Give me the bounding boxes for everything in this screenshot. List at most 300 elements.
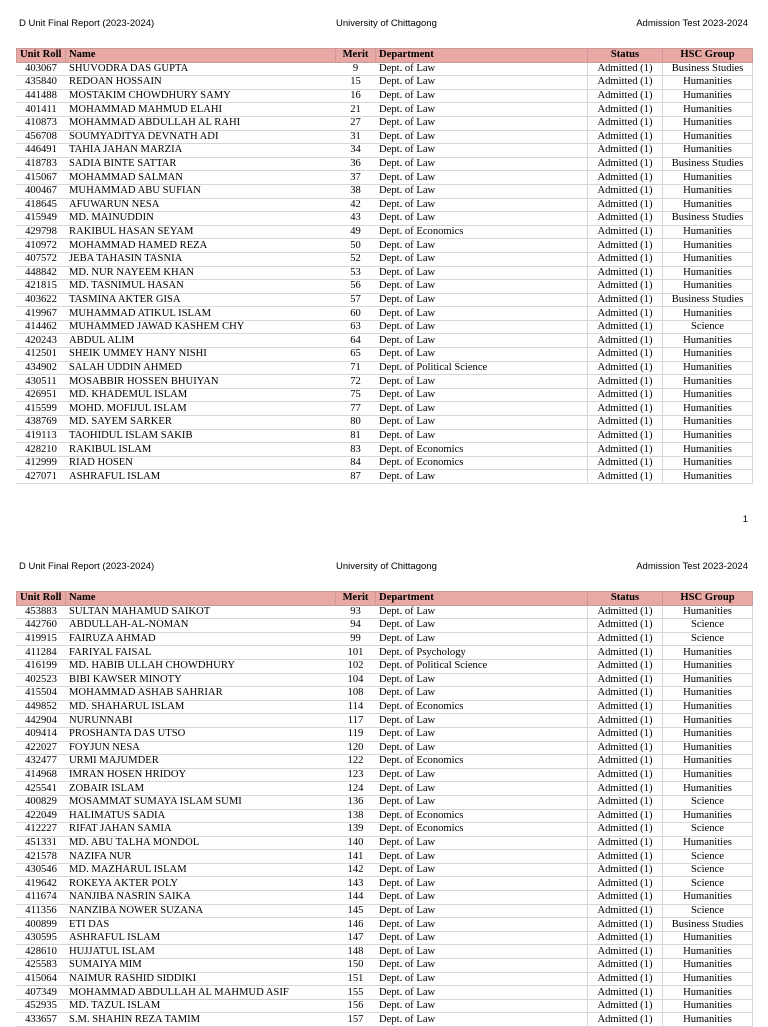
name-cell: ROKEYA AKTER POLY [66, 877, 336, 891]
unit-roll-cell: 442904 [17, 714, 66, 728]
test-title: Admission Test 2023-2024 [636, 561, 748, 572]
unit-roll-cell: 415599 [17, 402, 66, 416]
hsc-group-cell: Business Studies [663, 157, 753, 171]
unit-roll-cell: 403067 [17, 62, 66, 76]
hsc-group-cell: Humanities [663, 103, 753, 117]
unit-roll-cell: 432477 [17, 755, 66, 769]
hsc-group-cell: Humanities [663, 280, 753, 294]
unit-roll-cell: 425583 [17, 959, 66, 973]
status-cell: Admitted (1) [588, 959, 663, 973]
hsc-group-cell: Humanities [663, 836, 753, 850]
name-cell: MOSAMMAT SUMAYA ISLAM SUMI [66, 795, 336, 809]
unit-roll-cell: 419113 [17, 429, 66, 443]
department-cell: Dept. of Law [376, 782, 588, 796]
unit-roll-cell: 430511 [17, 375, 66, 389]
merit-cell: 57 [336, 293, 376, 307]
merit-cell: 140 [336, 836, 376, 850]
name-cell: FARIYAL FAISAL [66, 646, 336, 660]
name-cell: MOHD. MOFIJUL ISLAM [66, 402, 336, 416]
status-cell: Admitted (1) [588, 632, 663, 646]
page1-header [0, 17, 768, 31]
page1-table [16, 48, 753, 484]
hsc-group-cell: Humanities [663, 891, 753, 905]
table-row [17, 904, 753, 918]
hsc-group-cell: Humanities [663, 402, 753, 416]
university-name: University of Chittagong [336, 18, 437, 29]
table-row [17, 443, 753, 457]
department-cell: Dept. of Law [376, 877, 588, 891]
hsc-group-cell: Humanities [663, 714, 753, 728]
status-cell: Admitted (1) [588, 931, 663, 945]
name-cell: S.M. SHAHIN REZA TAMIM [66, 1013, 336, 1027]
hsc-group-cell: Science [663, 320, 753, 334]
name-cell: NANJIBA NASRIN SAIKA [66, 891, 336, 905]
department-cell: Dept. of Law [376, 673, 588, 687]
table-row [17, 103, 753, 117]
merit-cell: 37 [336, 171, 376, 185]
name-cell: MD. MAINUDDIN [66, 212, 336, 226]
hsc-group-cell: Humanities [663, 1013, 753, 1027]
status-cell: Admitted (1) [588, 266, 663, 280]
table-row [17, 850, 753, 864]
page-number: 1 [742, 514, 748, 525]
name-cell: SUMAIYA MIM [66, 959, 336, 973]
hsc-group-cell: Humanities [663, 782, 753, 796]
name-cell: MD. KHADEMUL ISLAM [66, 388, 336, 402]
department-cell: Dept. of Law [376, 307, 588, 321]
department-cell: Dept. of Law [376, 334, 588, 348]
name-cell: MD. TAZUL ISLAM [66, 999, 336, 1013]
hsc-group-cell: Science [663, 904, 753, 918]
status-cell: Admitted (1) [588, 89, 663, 103]
unit-roll-cell: 416199 [17, 659, 66, 673]
hsc-group-cell: Humanities [663, 89, 753, 103]
merit-cell: 38 [336, 184, 376, 198]
status-cell: Admitted (1) [588, 809, 663, 823]
status-cell: Admitted (1) [588, 130, 663, 144]
department-cell: Dept. of Economics [376, 225, 588, 239]
hsc-group-cell: Business Studies [663, 918, 753, 932]
status-cell: Admitted (1) [588, 62, 663, 76]
department-cell: Dept. of Law [376, 999, 588, 1013]
unit-roll-cell: 448842 [17, 266, 66, 280]
table-row [17, 891, 753, 905]
hsc-group-cell: Humanities [663, 198, 753, 212]
hsc-group-cell: Business Studies [663, 212, 753, 226]
hsc-group-cell: Humanities [663, 727, 753, 741]
test-title: Admission Test 2023-2024 [636, 18, 748, 29]
status-cell: Admitted (1) [588, 239, 663, 253]
unit-roll-cell: 415504 [17, 687, 66, 701]
hsc-group-cell: Humanities [663, 687, 753, 701]
department-cell: Dept. of Law [376, 212, 588, 226]
merit-cell: 81 [336, 429, 376, 443]
status-cell: Admitted (1) [588, 836, 663, 850]
unit-roll-cell: 419967 [17, 307, 66, 321]
merit-cell: 16 [336, 89, 376, 103]
department-cell: Dept. of Law [376, 986, 588, 1000]
hsc-group-cell: Humanities [663, 144, 753, 158]
department-cell: Dept. of Law [376, 348, 588, 362]
name-cell: BIBI KAWSER MINOTY [66, 673, 336, 687]
name-cell: TASMINA AKTER GISA [66, 293, 336, 307]
merit-cell: 104 [336, 673, 376, 687]
merit-cell: 49 [336, 225, 376, 239]
hsc-group-cell: Humanities [663, 972, 753, 986]
unit-roll-cell: 426951 [17, 388, 66, 402]
status-cell: Admitted (1) [588, 768, 663, 782]
merit-cell: 139 [336, 823, 376, 837]
table-row [17, 972, 753, 986]
status-cell: Admitted (1) [588, 184, 663, 198]
table-row [17, 1013, 753, 1027]
department-cell: Dept. of Law [376, 891, 588, 905]
col-name: Name [66, 592, 336, 606]
status-cell: Admitted (1) [588, 945, 663, 959]
merit-cell: 122 [336, 755, 376, 769]
merit-cell: 31 [336, 130, 376, 144]
hsc-group-cell: Humanities [663, 755, 753, 769]
table-row [17, 116, 753, 130]
status-cell: Admitted (1) [588, 116, 663, 130]
table-row [17, 388, 753, 402]
table-row [17, 727, 753, 741]
status-cell: Admitted (1) [588, 972, 663, 986]
name-cell: MOHAMMAD SALMAN [66, 171, 336, 185]
hsc-group-cell: Humanities [663, 171, 753, 185]
status-cell: Admitted (1) [588, 443, 663, 457]
table-row [17, 293, 753, 307]
table-row [17, 334, 753, 348]
col-unit-roll: Unit Roll [17, 49, 66, 63]
merit-cell: 108 [336, 687, 376, 701]
name-cell: MOHAMMAD HAMED REZA [66, 239, 336, 253]
unit-roll-cell: 400899 [17, 918, 66, 932]
department-cell: Dept. of Law [376, 252, 588, 266]
table-row [17, 863, 753, 877]
hsc-group-cell: Humanities [663, 470, 753, 484]
table-header-row [17, 49, 753, 63]
table-row [17, 673, 753, 687]
unit-roll-cell: 410972 [17, 239, 66, 253]
name-cell: SADIA BINTE SATTAR [66, 157, 336, 171]
table-row [17, 416, 753, 430]
table-row [17, 130, 753, 144]
hsc-group-cell: Humanities [663, 307, 753, 321]
hsc-group-cell: Humanities [663, 76, 753, 90]
merit-cell: 75 [336, 388, 376, 402]
name-cell: NANZIBA NOWER SUZANA [66, 904, 336, 918]
hsc-group-cell: Humanities [663, 673, 753, 687]
merit-cell: 50 [336, 239, 376, 253]
hsc-group-cell: Science [663, 823, 753, 837]
table-row [17, 659, 753, 673]
table-row [17, 307, 753, 321]
unit-roll-cell: 415949 [17, 212, 66, 226]
table-row [17, 225, 753, 239]
department-cell: Dept. of Law [376, 375, 588, 389]
col-merit: Merit [336, 49, 376, 63]
hsc-group-cell: Humanities [663, 945, 753, 959]
department-cell: Dept. of Law [376, 863, 588, 877]
unit-roll-cell: 428210 [17, 443, 66, 457]
table-row [17, 212, 753, 226]
status-cell: Admitted (1) [588, 388, 663, 402]
table-row [17, 795, 753, 809]
unit-roll-cell: 400829 [17, 795, 66, 809]
hsc-group-cell: Business Studies [663, 62, 753, 76]
unit-roll-cell: 418783 [17, 157, 66, 171]
merit-cell: 42 [336, 198, 376, 212]
table-row [17, 687, 753, 701]
merit-cell: 63 [336, 320, 376, 334]
merit-cell: 102 [336, 659, 376, 673]
unit-roll-cell: 400467 [17, 184, 66, 198]
col-merit: Merit [336, 592, 376, 606]
unit-roll-cell: 422049 [17, 809, 66, 823]
unit-roll-cell: 446491 [17, 144, 66, 158]
status-cell: Admitted (1) [588, 293, 663, 307]
hsc-group-cell: Science [663, 619, 753, 633]
name-cell: MD. HABIB ULLAH CHOWDHURY [66, 659, 336, 673]
status-cell: Admitted (1) [588, 999, 663, 1013]
department-cell: Dept. of Law [376, 632, 588, 646]
status-cell: Admitted (1) [588, 741, 663, 755]
table-row [17, 700, 753, 714]
name-cell: ETI DAS [66, 918, 336, 932]
table-row [17, 157, 753, 171]
name-cell: NAIMUR RASHID SIDDIKI [66, 972, 336, 986]
name-cell: RAKIBUL ISLAM [66, 443, 336, 457]
status-cell: Admitted (1) [588, 76, 663, 90]
hsc-group-cell: Humanities [663, 130, 753, 144]
department-cell: Dept. of Economics [376, 809, 588, 823]
merit-cell: 80 [336, 416, 376, 430]
department-cell: Dept. of Law [376, 959, 588, 973]
table-row [17, 429, 753, 443]
university-name: University of Chittagong [336, 561, 437, 572]
table-row [17, 986, 753, 1000]
merit-cell: 146 [336, 918, 376, 932]
name-cell: ABDUL ALIM [66, 334, 336, 348]
name-cell: TAOHIDUL ISLAM SAKIB [66, 429, 336, 443]
name-cell: HUJJATUL ISLAM [66, 945, 336, 959]
status-cell: Admitted (1) [588, 659, 663, 673]
merit-cell: 93 [336, 605, 376, 619]
unit-roll-cell: 415064 [17, 972, 66, 986]
merit-cell: 101 [336, 646, 376, 660]
merit-cell: 143 [336, 877, 376, 891]
table-row [17, 361, 753, 375]
status-cell: Admitted (1) [588, 795, 663, 809]
table-row [17, 280, 753, 294]
hsc-group-cell: Humanities [663, 741, 753, 755]
status-cell: Admitted (1) [588, 103, 663, 117]
name-cell: MD. MAZHARUL ISLAM [66, 863, 336, 877]
table-row [17, 470, 753, 484]
department-cell: Dept. of Law [376, 727, 588, 741]
name-cell: PROSHANTA DAS UTSO [66, 727, 336, 741]
status-cell: Admitted (1) [588, 171, 663, 185]
status-cell: Admitted (1) [588, 673, 663, 687]
unit-roll-cell: 403622 [17, 293, 66, 307]
table-row [17, 999, 753, 1013]
department-cell: Dept. of Law [376, 416, 588, 430]
col-name: Name [66, 49, 336, 63]
table-row [17, 959, 753, 973]
name-cell: ASHRAFUL ISLAM [66, 470, 336, 484]
merit-cell: 64 [336, 334, 376, 348]
merit-cell: 43 [336, 212, 376, 226]
report-title: D Unit Final Report (2023-2024) [19, 18, 155, 29]
unit-roll-cell: 401411 [17, 103, 66, 117]
name-cell: FAIRUZA AHMAD [66, 632, 336, 646]
department-cell: Dept. of Law [376, 388, 588, 402]
name-cell: JEBA TAHASIN TASNIA [66, 252, 336, 266]
department-cell: Dept. of Economics [376, 456, 588, 470]
hsc-group-cell: Humanities [663, 700, 753, 714]
hsc-group-cell: Humanities [663, 375, 753, 389]
unit-roll-cell: 414968 [17, 768, 66, 782]
name-cell: MOHAMMAD ASHAB SAHRIAR [66, 687, 336, 701]
department-cell: Dept. of Law [376, 931, 588, 945]
merit-cell: 117 [336, 714, 376, 728]
status-cell: Admitted (1) [588, 320, 663, 334]
merit-cell: 147 [336, 931, 376, 945]
unit-roll-cell: 452935 [17, 999, 66, 1013]
merit-cell: 34 [336, 144, 376, 158]
table-row [17, 768, 753, 782]
table-row [17, 348, 753, 362]
hsc-group-cell: Science [663, 795, 753, 809]
status-cell: Admitted (1) [588, 212, 663, 226]
name-cell: FOYJUN NESA [66, 741, 336, 755]
department-cell: Dept. of Law [376, 130, 588, 144]
status-cell: Admitted (1) [588, 877, 663, 891]
hsc-group-cell: Humanities [663, 768, 753, 782]
merit-cell: 94 [336, 619, 376, 633]
name-cell: MD. SAYEM SARKER [66, 416, 336, 430]
status-cell: Admitted (1) [588, 646, 663, 660]
unit-roll-cell: 411674 [17, 891, 66, 905]
hsc-group-cell: Science [663, 877, 753, 891]
department-cell: Dept. of Economics [376, 823, 588, 837]
merit-cell: 144 [336, 891, 376, 905]
status-cell: Admitted (1) [588, 605, 663, 619]
unit-roll-cell: 421815 [17, 280, 66, 294]
hsc-group-cell: Humanities [663, 646, 753, 660]
table-row [17, 198, 753, 212]
department-cell: Dept. of Law [376, 836, 588, 850]
name-cell: ZOBAIR ISLAM [66, 782, 336, 796]
status-cell: Admitted (1) [588, 918, 663, 932]
table-row [17, 89, 753, 103]
table-row [17, 619, 753, 633]
merit-cell: 21 [336, 103, 376, 117]
page2-header [0, 560, 768, 574]
name-cell: RIAD HOSEN [66, 456, 336, 470]
col-unit-roll: Unit Roll [17, 592, 66, 606]
hsc-group-cell: Humanities [663, 456, 753, 470]
table-row [17, 945, 753, 959]
name-cell: URMI MAJUMDER [66, 755, 336, 769]
unit-roll-cell: 407572 [17, 252, 66, 266]
unit-roll-cell: 433657 [17, 1013, 66, 1027]
merit-cell: 56 [336, 280, 376, 294]
department-cell: Dept. of Economics [376, 700, 588, 714]
status-cell: Admitted (1) [588, 714, 663, 728]
status-cell: Admitted (1) [588, 361, 663, 375]
status-cell: Admitted (1) [588, 755, 663, 769]
name-cell: HALIMATUS SADIA [66, 809, 336, 823]
table-row [17, 171, 753, 185]
report-title: D Unit Final Report (2023-2024) [19, 561, 155, 572]
hsc-group-cell: Humanities [663, 388, 753, 402]
name-cell: RAKIBUL HASAN SEYAM [66, 225, 336, 239]
unit-roll-cell: 420243 [17, 334, 66, 348]
hsc-group-cell: Humanities [663, 986, 753, 1000]
department-cell: Dept. of Economics [376, 443, 588, 457]
table-row [17, 184, 753, 198]
status-cell: Admitted (1) [588, 198, 663, 212]
name-cell: MD. TASNIMUL HASAN [66, 280, 336, 294]
status-cell: Admitted (1) [588, 891, 663, 905]
department-cell: Dept. of Law [376, 714, 588, 728]
merit-cell: 72 [336, 375, 376, 389]
name-cell: SHUVODRA DAS GUPTA [66, 62, 336, 76]
status-cell: Admitted (1) [588, 904, 663, 918]
hsc-group-cell: Science [663, 632, 753, 646]
name-cell: NAZIFA NUR [66, 850, 336, 864]
merit-cell: 77 [336, 402, 376, 416]
name-cell: SOUMYADITYA DEVNATH ADI [66, 130, 336, 144]
hsc-group-cell: Humanities [663, 116, 753, 130]
merit-cell: 15 [336, 76, 376, 90]
status-cell: Admitted (1) [588, 782, 663, 796]
table-row [17, 239, 753, 253]
hsc-group-cell: Humanities [663, 334, 753, 348]
hsc-group-cell: Humanities [663, 239, 753, 253]
department-cell: Dept. of Law [376, 918, 588, 932]
page2-table-body [17, 605, 753, 1026]
table-row [17, 62, 753, 76]
merit-cell: 145 [336, 904, 376, 918]
department-cell: Dept. of Law [376, 972, 588, 986]
hsc-group-cell: Science [663, 850, 753, 864]
hsc-group-cell: Humanities [663, 184, 753, 198]
merit-cell: 114 [336, 700, 376, 714]
merit-cell: 119 [336, 727, 376, 741]
col-hsc-group: HSC Group [663, 49, 753, 63]
unit-roll-cell: 422027 [17, 741, 66, 755]
table-header-row [17, 592, 753, 606]
status-cell: Admitted (1) [588, 429, 663, 443]
name-cell: ASHRAFUL ISLAM [66, 931, 336, 945]
status-cell: Admitted (1) [588, 456, 663, 470]
merit-cell: 84 [336, 456, 376, 470]
department-cell: Dept. of Law [376, 429, 588, 443]
col-status: Status [588, 49, 663, 63]
unit-roll-cell: 410873 [17, 116, 66, 130]
status-cell: Admitted (1) [588, 157, 663, 171]
table-row [17, 646, 753, 660]
merit-cell: 141 [336, 850, 376, 864]
department-cell: Dept. of Law [376, 89, 588, 103]
hsc-group-cell: Humanities [663, 266, 753, 280]
name-cell: RIFAT JAHAN SAMIA [66, 823, 336, 837]
table-row [17, 375, 753, 389]
unit-roll-cell: 411284 [17, 646, 66, 660]
